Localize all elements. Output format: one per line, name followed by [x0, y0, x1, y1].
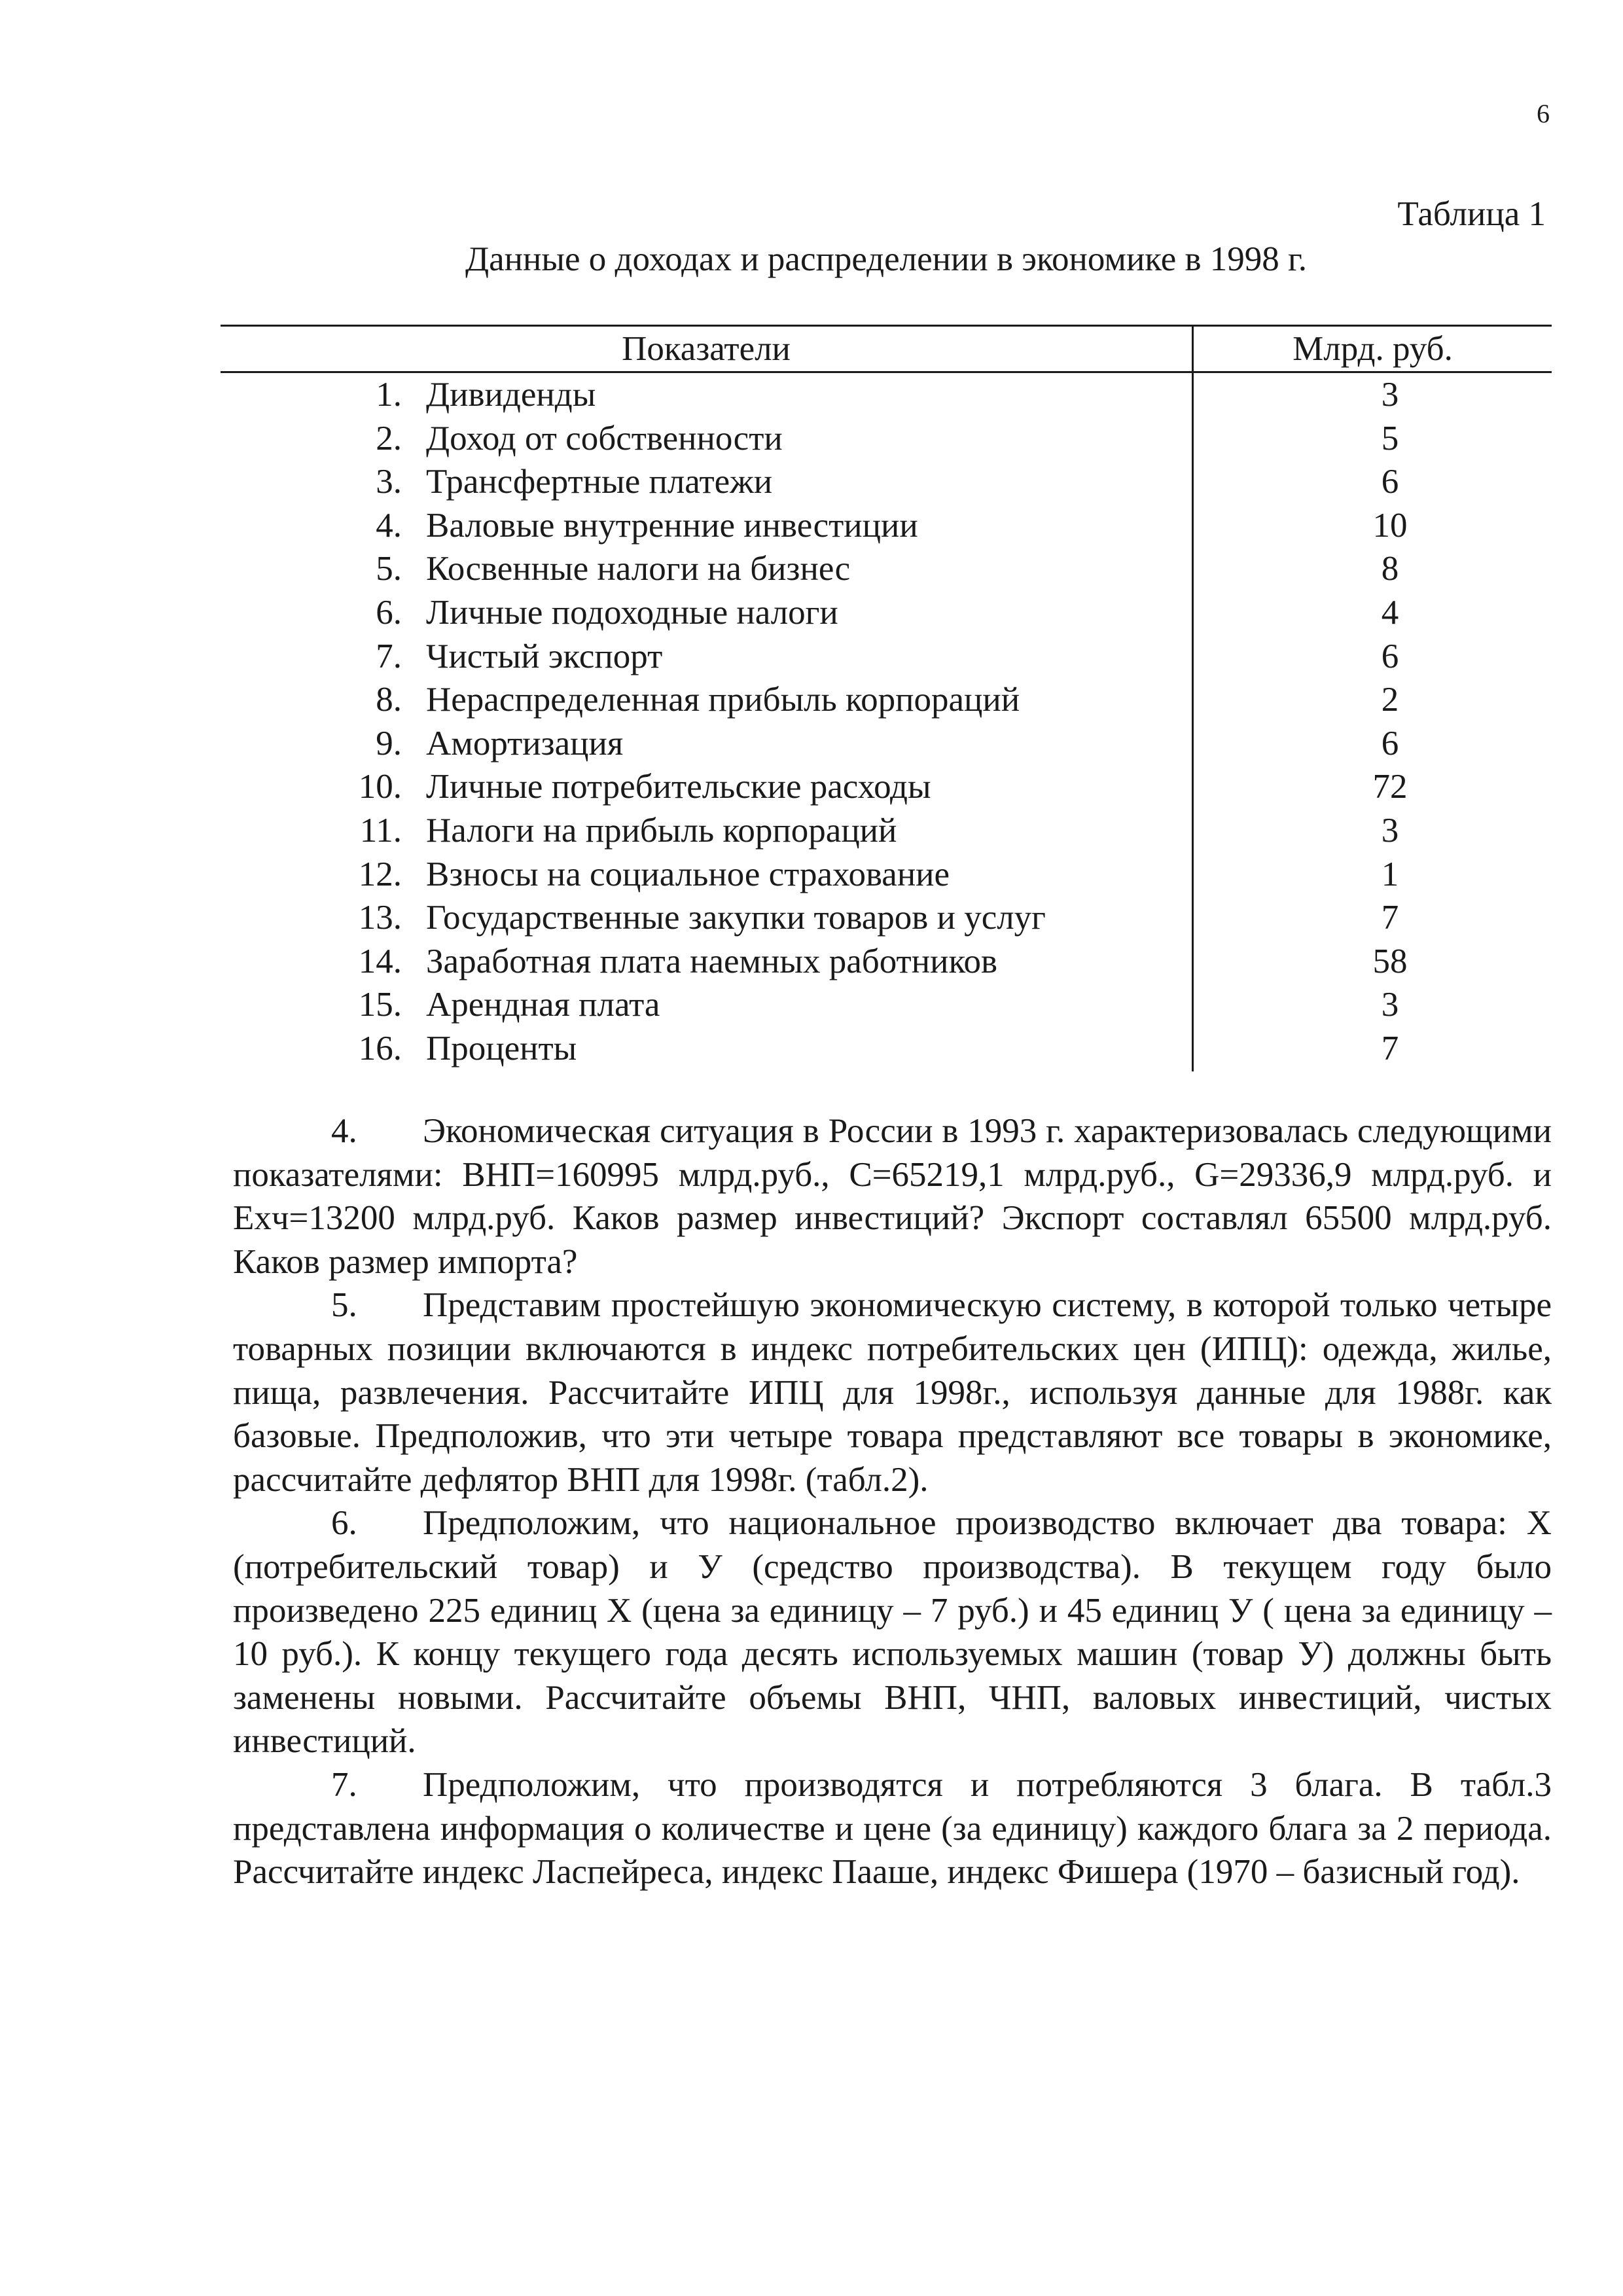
row-indicator-name: Амортизация [426, 724, 624, 762]
row-value: 10 [1372, 506, 1408, 545]
row-value: 3 [1381, 811, 1399, 850]
row-indicator-name: Чистый экспорт [426, 637, 663, 675]
table-row [221, 940, 1552, 984]
row-indicator-name: Проценты [426, 1029, 577, 1067]
row-number: 16. [358, 1029, 402, 1067]
row-indicator-name: Взносы на социальное страхование [426, 855, 950, 893]
row-number: 1. [376, 376, 402, 414]
exercise-text: Представим простейшую экономическую систему, в которой только четыре товарных позиции включаются в индекс потребительских цен (ИПЦ): одежда, жилье, пища, развлечения. Рассчитайте ИПЦ для 1998г., используя данные для 1988г. как базовые. Предположив, что эти четыре товара представляют все товары в экономике, рассчитайте дефлятор ВНП для 1998г. (табл.2). [233, 1286, 1552, 1499]
table-row [221, 722, 1552, 766]
income-distribution-table [221, 325, 1552, 1071]
row-indicator-name: Доход от собственности [426, 419, 783, 457]
exercise-number: 5. [331, 1286, 357, 1325]
exercises-section [233, 1109, 1552, 1894]
row-indicator-name: Дивиденды [426, 376, 596, 414]
row-value: 4 [1381, 593, 1399, 632]
row-number: 13. [358, 899, 402, 937]
table-row [221, 591, 1552, 635]
row-indicator-name: Личные подоходные налоги [426, 593, 838, 632]
row-number: 3. [376, 463, 402, 501]
row-value: 7 [1381, 1029, 1399, 1067]
row-value: 2 [1381, 681, 1399, 719]
exercise-number: 4. [331, 1112, 357, 1150]
header-indicators: Показатели [622, 330, 791, 368]
table-row [221, 547, 1552, 591]
row-number: 9. [376, 724, 402, 762]
row-number: 15. [358, 986, 402, 1024]
row-number: 14. [358, 942, 402, 980]
row-value: 6 [1381, 463, 1399, 501]
table-row [221, 853, 1552, 897]
row-value: 7 [1381, 899, 1399, 937]
table-row [221, 896, 1552, 940]
row-indicator-name: Заработная плата наемных работников [426, 942, 998, 980]
table-row [221, 678, 1552, 722]
row-indicator-name: Косвенные налоги на бизнес [426, 550, 851, 588]
table-row [221, 765, 1552, 809]
row-value: 3 [1381, 986, 1399, 1024]
row-number: 5. [376, 550, 402, 588]
row-indicator-name: Налоги на прибыль корпораций [426, 811, 897, 850]
exercise-text: Предположим, что производятся и потребляются 3 блага. В табл.3 представлена информация о количестве и цене (за единицу) каждого блага за 2 периода. Рассчитайте индекс Ласпейреса, индекс Пааше, индекс Фишера (1970 – базисный год). [233, 1765, 1552, 1892]
table-row [221, 1027, 1552, 1071]
row-number: 4. [376, 506, 402, 545]
row-value: 6 [1381, 637, 1399, 675]
row-value: 5 [1381, 419, 1399, 457]
table-row [221, 417, 1552, 461]
row-number: 7. [376, 637, 402, 675]
exercise-paragraph [233, 1283, 1552, 1501]
row-number: 12. [358, 855, 402, 893]
row-indicator-name: Трансфертные платежи [426, 463, 773, 501]
exercise-text: Экономическая ситуация в России в 1993 г. характеризовалась следующими показателями: ВНП=160995 млрд.руб., С=65219,1 млрд.руб., G=29336,9 млрд.руб. и Exч=13200 млрд.руб. Каков размер инвестиций? Экспорт составлял 65500 млрд.руб. Каков размер импорта? [233, 1112, 1552, 1281]
row-indicator-name: Личные потребительские расходы [426, 768, 931, 806]
table-row [221, 504, 1552, 548]
table-header [221, 327, 1552, 373]
row-value: 58 [1372, 942, 1408, 980]
row-indicator-name: Государственные закупки товаров и услуг [426, 899, 1046, 937]
row-number: 11. [359, 811, 402, 850]
table-row [221, 460, 1552, 504]
row-number: 2. [376, 419, 402, 457]
table-body [221, 373, 1552, 1071]
exercise-text: Предположим, что национальное производство включает два товара: Х (потребительский товар) и У (средство производства). В текущем году было произведено 225 единиц Х (цена за единицу – 7 руб.) и 45 единиц У ( цена за единицу – 10 руб.). К концу текущего года десять используемых машин (товар У) должны быть заменены новыми. Рассчитайте объемы ВНП, ЧНП, валовых инвестиций, чистых инвестиций. [233, 1504, 1552, 1761]
row-value: 1 [1381, 855, 1399, 893]
row-indicator-name: Нераспределенная прибыль корпораций [426, 681, 1020, 719]
page-number: 6 [1537, 99, 1550, 128]
row-value: 72 [1372, 768, 1408, 806]
table-row [221, 809, 1552, 853]
header-unit: Млрд. руб. [1293, 330, 1453, 368]
exercise-number: 6. [331, 1504, 357, 1543]
table-row [221, 635, 1552, 679]
row-number: 6. [376, 593, 402, 632]
exercise-paragraph [233, 1763, 1552, 1894]
table-title: Данные о доходах и распределении в экономике в 1998 г. [465, 240, 1308, 278]
table-label: Таблица 1 [1397, 195, 1546, 233]
exercise-paragraph [233, 1109, 1552, 1283]
row-value: 6 [1381, 724, 1399, 762]
exercise-number: 7. [331, 1765, 357, 1804]
table-row [221, 983, 1552, 1027]
row-indicator-name: Арендная плата [426, 986, 660, 1024]
row-indicator-name: Валовые внутренние инвестиции [426, 506, 918, 545]
table-row [221, 373, 1552, 417]
row-number: 8. [376, 681, 402, 719]
row-value: 3 [1381, 376, 1399, 414]
exercise-paragraph [233, 1501, 1552, 1763]
row-value: 8 [1381, 550, 1399, 588]
row-number: 10. [358, 768, 402, 806]
